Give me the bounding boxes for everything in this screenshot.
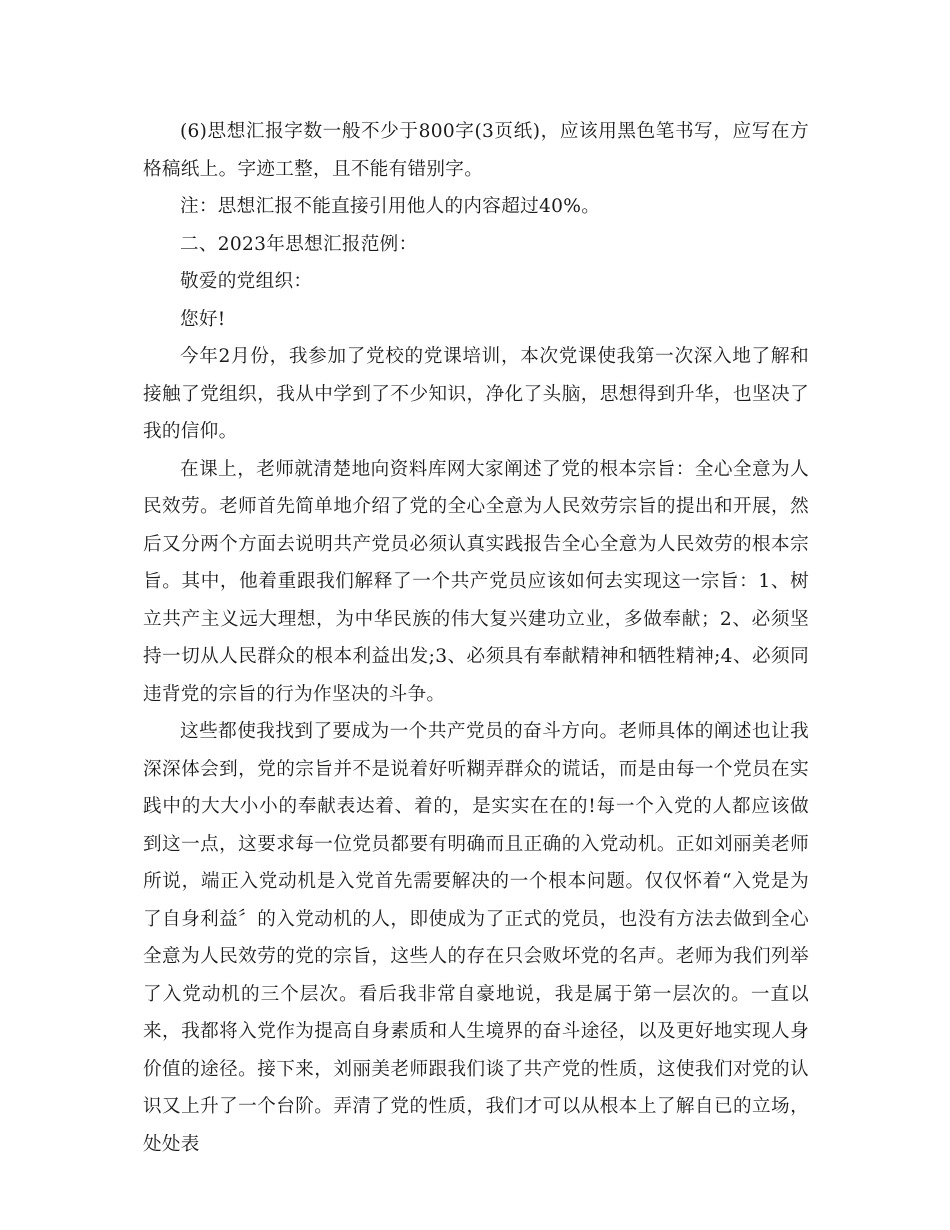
paragraph-requirement-6: (6)思想汇报字数一般不少于800字(3页纸)，应该用黑色笔书写，应写在方格稿纸上。字迹工整，且不能有错别字。 xyxy=(143,121,809,180)
document-body xyxy=(143,113,809,1163)
paragraph-party-purpose: 在课上，老师就清楚地向资料库网大家阐述了党的根本宗旨：全心全意为人民效劳。老师首先简单地介绍了党的全心全意为人民效劳宗旨的提出和开展，然后又分两个方面去说明共产党员必须认真实践报告全心全意为人民效劳的根本宗旨。其中，他着重跟我们解释了一个共产党员应该如何去实现这一宗旨：1、树立共产主义远大理想，为中华民族的伟大复兴建功立业，多做奉献；2、必须坚持一切从人民群众的根本利益出发;3、必须具有奉献精神和牺牲精神;4、必须同违背党的宗旨的行为作坚决的斗争。 xyxy=(143,458,809,705)
paragraph-reflection: 这些都使我找到了要成为一个共产党员的奋斗方向。老师具体的阐述也让我深深体会到，党的宗旨并不是说着好听糊弄群众的谎话，而是由每一个党员在实践中的大大小小的奉献表达着、着的，是实实在在的!每一个入党的人都应该做到这一点，这要求每一位党员都要有明确而且正确的入党动机。正如刘丽美老师所说，端正入党动机是入党首先需要解决的一个根本问题。仅仅怀着“入党是为了自身利益〞的入党动机的人，即使成为了正式的党员，也没有方法去做到全心全意为人民效劳的党的宗旨，这些人的存在只会败坏党的名声。老师为我们列举了入党动机的三个层次。看后我非常自豪地说，我是属于第一层次的。一直以来，我都将入党作为提高自身素质和人生境界的奋斗途径，以及更好地实现人身价值的途径。接下来，刘丽美老师跟我们谈了共产党的性质，这使我们对党的认识又上升了一个台阶。弄清了党的性质，我们才可以从根本上了解自已的立场，处处表 xyxy=(143,721,809,1155)
section-heading-example: 二、2023年思想汇报范例： xyxy=(180,233,418,255)
letter-greeting: 您好! xyxy=(180,308,226,330)
paragraph-intro: 今年2月份，我参加了党校的党课培训，本次党课使我第一次深入地了解和接触了党组织，我从中学到了不少知识，净化了头脑，思想得到升华，也坚决了我的信仰。 xyxy=(143,346,809,442)
paragraph-note: 注：思想汇报不能直接引用他人的内容超过40%。 xyxy=(180,196,601,217)
letter-salutation: 敬爱的党组织： xyxy=(180,271,313,292)
